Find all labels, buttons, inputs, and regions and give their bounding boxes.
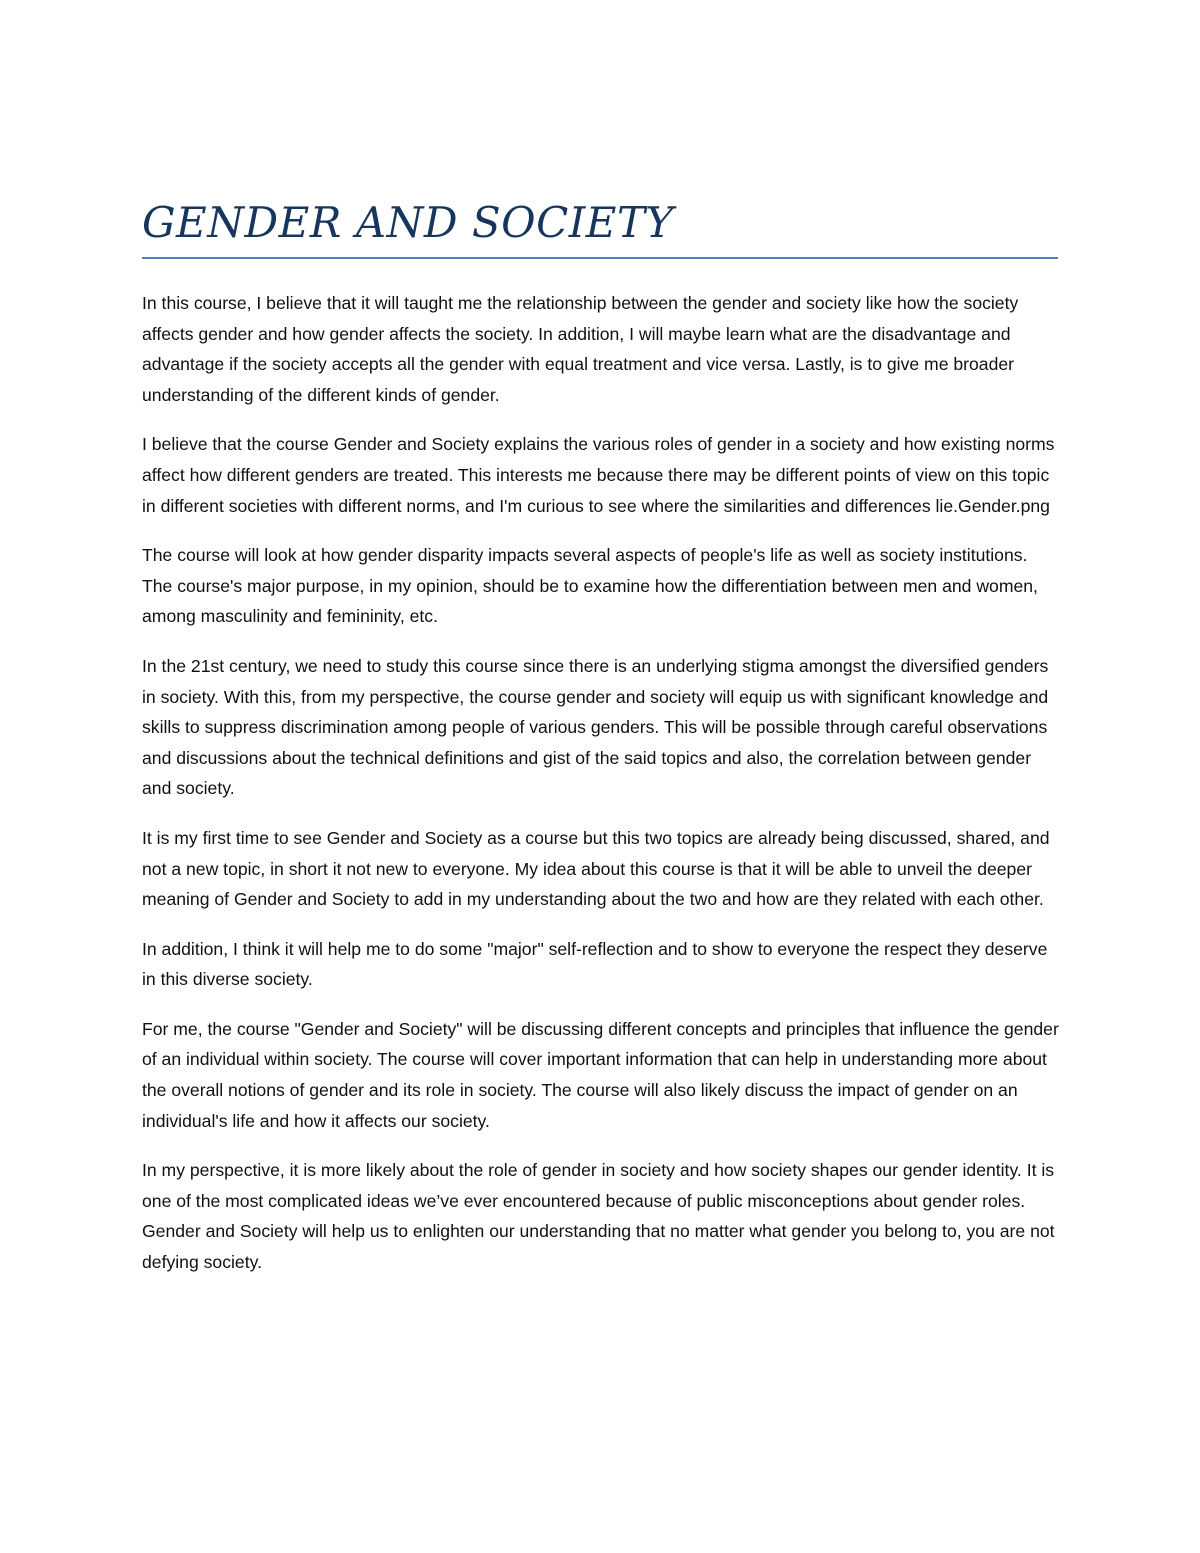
paragraph-2: I believe that the course Gender and Society explains the various roles of gender in a society and how existing norms affect how different genders are treated. This interests me because there may be different points of view on this topic in different societies with different norms, and I'm curious to see where the similarities and differences lie.Gender.png [142,434,1055,516]
paragraph-7: For me, the course "Gender and Society" will be discussing different concepts and principles that influence the gender of an individual within society. The course will cover important information that can help in understanding more about the overall notions of gender and its role in society. The course will also likely discuss the impact of gender on an individual's life and how it affects our society. [142,1018,1059,1131]
paragraph-1: In this course, I believe that it will taught me the relationship between the gender and society like how the society affects gender and how gender affects the society. In addition, I will maybe learn what are the disadvantage and advantage if the society accepts all the gender with equal treatment and vice versa. Lastly, is to give me broader understanding of the different kinds of gender. [142,293,1019,405]
document-title: GENDER AND SOCIETY [142,198,674,247]
paragraph-4: In the 21st century, we need to study this course since there is an underlying stigma amongst the diversified genders in society. With this, from my perspective, the course gender and society will equip us with significant knowledge and skills to suppress discrimination among people of various genders. This will be possible through careful observations and discussions about the technical definitions and gist of the said topics and also, the correlation between gender and society. [142,655,1049,799]
paragraph-6: In addition, I think it will help me to do some "major" self-reflection and to show to everyone the respect they deserve in this diverse society. [142,938,1048,990]
paragraph-8: In my perspective, it is more likely about the role of gender in society and how society shapes our gender identity. It is one of the most complicated ideas we’ve ever encountered because of public misconceptions about gender roles. Gender and Society will help us to enlighten our understanding that no matter what gender you belong to, you are not defying society. [142,1160,1055,1273]
title-underline-divider [142,257,1058,259]
paragraph-3: The course will look at how gender disparity impacts several aspects of people's life as well as society institutions. The course's major purpose, in my opinion, should be to examine how the differentiation between men and women, among masculinity and femininity, etc. [142,545,1038,627]
document-body [142,288,1060,1297]
paragraph-5: It is my first time to see Gender and Society as a course but this two topics are already being discussed, shared, and not a new topic, in short it not new to everyone. My idea about this course is that it will be able to unveil the deeper meaning of Gender and Society to add in my understanding about the two and how are they related with each other. [142,827,1050,910]
